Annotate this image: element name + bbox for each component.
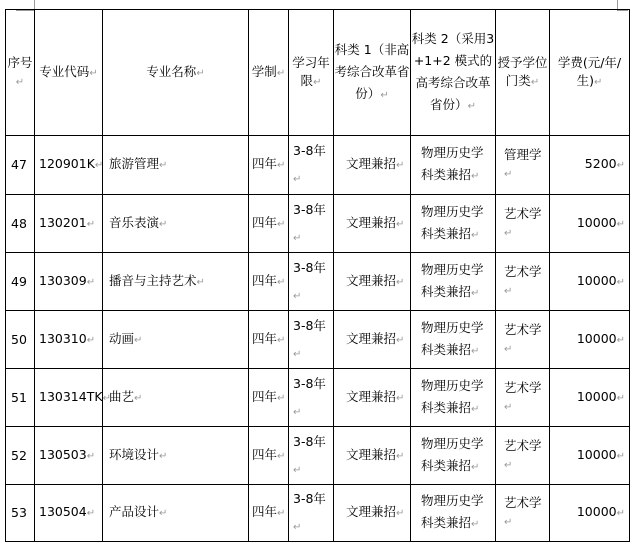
cell-degree: 管理学↵ (496, 136, 550, 195)
cell-years: 3-8年↵ (289, 195, 334, 253)
cell-name: 环境设计↵ (103, 427, 249, 485)
table-header-row (6, 10, 630, 136)
cell-seq: 51 (6, 369, 35, 427)
cell-degree: 艺术学↵ (496, 369, 550, 427)
header-degree: 授予学位门类↵ (496, 10, 550, 136)
cell-cat1: 文理兼招↵ (334, 485, 411, 542)
cell-seq: 49 (6, 253, 35, 311)
cell-name: 播音与主持艺术↵ (103, 253, 249, 311)
cell-years: 3-8年↵ (289, 427, 334, 485)
cell-fee: 5200↵ (550, 136, 630, 195)
cell-cat1: 文理兼招↵ (334, 369, 411, 427)
cell-degree: 艺术学↵ (496, 427, 550, 485)
cell-degree: 艺术学↵ (496, 311, 550, 369)
cell-cat1: 文理兼招↵ (334, 427, 411, 485)
majors-table (5, 9, 630, 542)
cell-length: 四年↵ (249, 369, 289, 427)
cell-fee: 10000↵ (550, 369, 630, 427)
cell-seq: 50 (6, 311, 35, 369)
cell-cat1: 文理兼招↵ (334, 253, 411, 311)
cell-seq: 48 (6, 195, 35, 253)
cell-code: 130309↵ (35, 253, 103, 311)
cell-code: 120901K↵ (35, 136, 103, 195)
header-cat1: 科类 1（非高考综合改革省份）↵ (334, 10, 411, 136)
cell-fee: 10000↵ (550, 195, 630, 253)
cell-fee: 10000↵ (550, 485, 630, 542)
header-seq: 序号↵ (6, 10, 35, 136)
table-row (6, 311, 630, 369)
cell-seq: 53 (6, 485, 35, 542)
cell-years: 3-8年↵ (289, 311, 334, 369)
cell-years: 3-8年↵ (289, 485, 334, 542)
table-row (6, 253, 630, 311)
table-row (6, 427, 630, 485)
cell-cat2: 物理历史学科类兼招↵ (411, 136, 496, 195)
cell-length: 四年↵ (249, 485, 289, 542)
cell-fee: 10000↵ (550, 427, 630, 485)
cell-degree: 艺术学↵ (496, 485, 550, 542)
cell-code: 130314TK↵ (35, 369, 103, 427)
cell-cat2: 物理历史学科类兼招↵ (411, 195, 496, 253)
cell-name: 音乐表演↵ (103, 195, 249, 253)
cell-years: 3-8年↵ (289, 253, 334, 311)
cell-length: 四年↵ (249, 195, 289, 253)
cell-degree: 艺术学↵ (496, 195, 550, 253)
cell-code: 130201↵ (35, 195, 103, 253)
cell-length: 四年↵ (249, 136, 289, 195)
header-cat2: 科类 2（采用3+1+2 模式的高考综合改革省份）↵ (411, 10, 496, 136)
cell-code: 130310↵ (35, 311, 103, 369)
header-code: 专业代码↵ (35, 10, 103, 136)
cell-cat1: 文理兼招↵ (334, 195, 411, 253)
cell-cat2: 物理历史学科类兼招↵ (411, 311, 496, 369)
cell-fee: 10000↵ (550, 311, 630, 369)
cell-code: 130504↵ (35, 485, 103, 542)
cell-degree: 艺术学↵ (496, 253, 550, 311)
cell-seq: 47 (6, 136, 35, 195)
cell-code: 130503↵ (35, 427, 103, 485)
cell-fee: 10000↵ (550, 253, 630, 311)
cell-years: 3-8年↵ (289, 136, 334, 195)
header-fee: 学费(元/年/生)↵ (550, 10, 630, 136)
header-years: 学习年限↵ (289, 10, 334, 136)
table-row (6, 485, 630, 542)
cell-length: 四年↵ (249, 311, 289, 369)
cell-years: 3-8年↵ (289, 369, 334, 427)
table-row (6, 369, 630, 427)
cell-name: 曲艺↵ (103, 369, 249, 427)
table-row (6, 136, 630, 195)
header-length: 学制↵ (249, 10, 289, 136)
cell-cat2: 物理历史学科类兼招↵ (411, 485, 496, 542)
cell-length: 四年↵ (249, 427, 289, 485)
table-row (6, 195, 630, 253)
cell-cat1: 文理兼招↵ (334, 311, 411, 369)
cell-cat1: 文理兼招↵ (334, 136, 411, 195)
cell-name: 旅游管理↵ (103, 136, 249, 195)
cell-length: 四年↵ (249, 253, 289, 311)
cell-name: 产品设计↵ (103, 485, 249, 542)
cell-cat2: 物理历史学科类兼招↵ (411, 369, 496, 427)
header-name: 专业名称↵ (103, 10, 249, 136)
cell-cat2: 物理历史学科类兼招↵ (411, 253, 496, 311)
cell-cat2: 物理历史学科类兼招↵ (411, 427, 496, 485)
cell-seq: 52 (6, 427, 35, 485)
cell-name: 动画↵ (103, 311, 249, 369)
